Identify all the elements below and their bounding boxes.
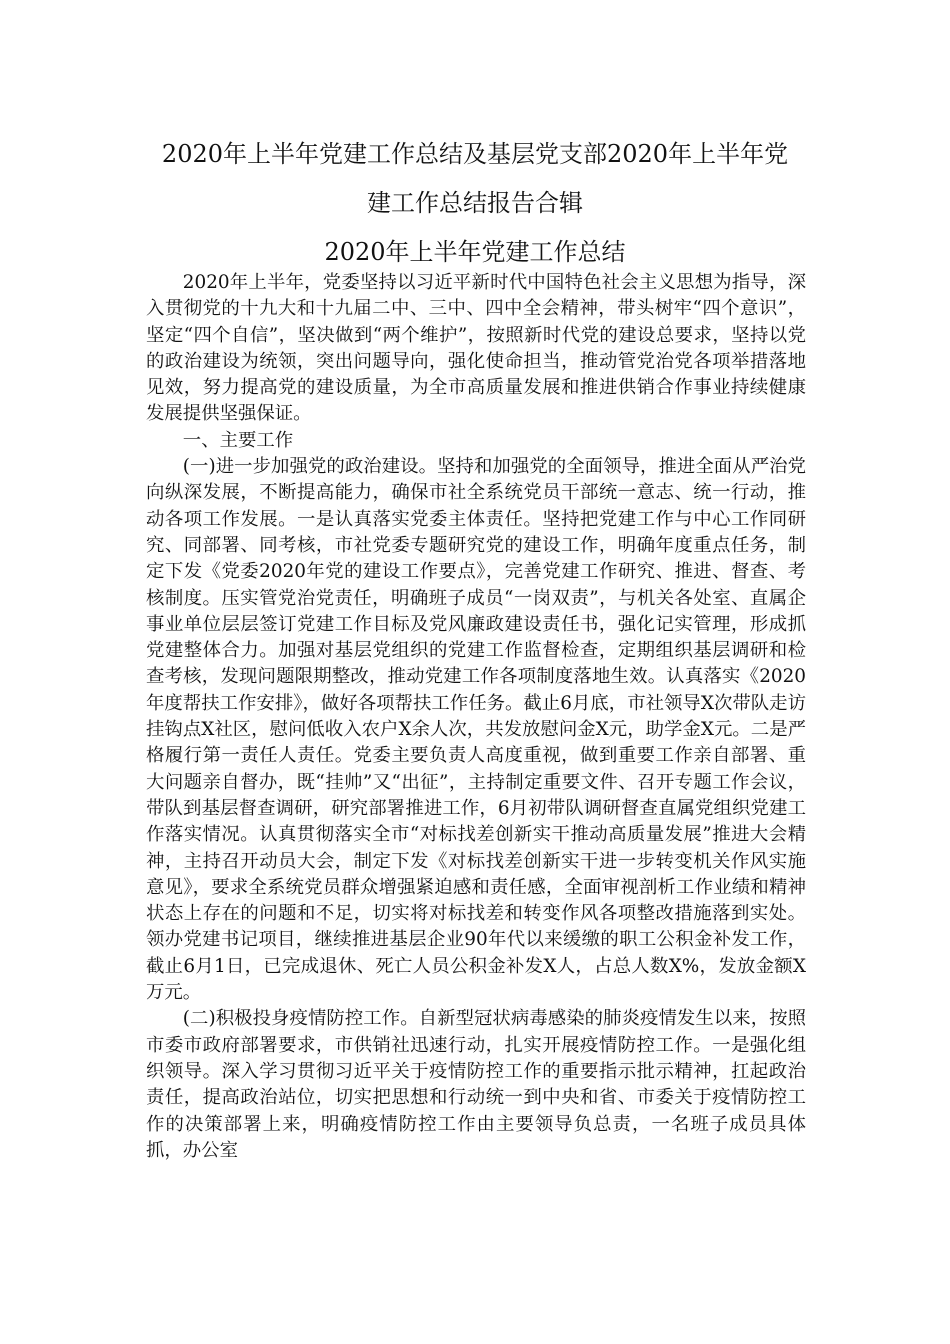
section-subtitle: 2020年上半年党建工作总结 <box>324 238 626 266</box>
document-title-line-1: 2020年上半年党建工作总结及基层党支部2020年上半年党 <box>161 140 789 168</box>
paragraph-epidemic-prevention: (二)积极投身疫情防控工作。自新型冠状病毒感染的肺炎疫情发生以来，按照市委市政府部署要求，市供销社迅速行动，扎实开展疫情防控工作。一是强化组织领导。深入学习贯彻习近平关于疫情防控工作的重要指示批示精神，扛起政治责任，提高政治站位，切实把思想和行动统一到中央和省、市委关于疫情防控工作的决策部署上来，明确疫情防控工作由主要领导负总责，一名班子成员具体抓，办公室 <box>146 1008 806 1161</box>
section-heading-main-work: 一、主要工作 <box>182 429 294 451</box>
document-title-line-2: 建工作总结报告合辑 <box>367 189 583 217</box>
paragraph-intro: 2020年上半年，党委坚持以习近平新时代中国特色社会主义思想为指导，深入贯彻党的十九大和十九届二中、三中、四中全会精神，带头树牢“四个意识”，坚定“四个自信”，坚决做到“两个维护”，按照新时代党的建设总要求，坚持以党的政治建设为统领，突出问题导向，强化使命担当，推动管党治党各项举措落地见效，努力提高党的建设质量，为全市高质量发展和推进供销合作事业持续健康发展提供坚强保证。 <box>146 272 806 425</box>
document-body <box>146 270 806 1164</box>
paragraph-political-construction: (一)进一步加强党的政治建设。坚持和加强党的全面领导，推进全面从严治党向纵深发展，不断提高能力，确保市社全系统党员干部统一意志、统一行动，推动各项工作发展。一是认真落实党委主体责任。坚持把党建工作与中心工作同研究、同部署、同考核，市社党委专题研究党的建设工作，明确年度重点任务，制定下发《党委2020年党的建设工作要点》，完善党建工作研究、推进、督查、考核制度。压实管党治党责任，明确班子成员“一岗双责”，与机关各处室、直属企事业单位层层签订党建工作目标及党风廉政建设责任书，强化记实管理，形成抓党建整体合力。加强对基层党组织的党建工作监督检查，定期组织基层调研和检查考核，发现问题限期整改，推动党建工作各项制度落地生效。认真落实《2020年度帮扶工作安排》，做好各项帮扶工作任务。截止6月底，市社领导X次带队走访挂钩点X社区，慰问低收入农户X余人次，共发放慰问金X元，助学金X元。二是严格履行第一责任人责任。党委主要负责人高度重视，做到重要工作亲自部署、重大问题亲自督办，既“挂帅”又“出征”，主持制定重要文件、召开专题工作会议，带队到基层督查调研，研究部署推进工作，6月初带队调研督查直属党组织党建工作落实情况。认真贯彻落实全市“对标找差创新实干推动高质量发展”推进大会精神，主持召开动员大会，制定下发《对标找差创新实干进一步转变机关作风实施意见》，要求全系统党员群众增强紧迫感和责任感，全面审视剖析工作业绩和精神状态上存在的问题和不足，切实将对标找差和转变作风各项整改措施落到实处。领办党建书记项目，继续推进基层企业90年代以来缓缴的职工公积金补发工作，截止6月1日，已完成退休、死亡人员公积金补发X人，占总人数X%，发放金额X万元。 <box>146 456 806 1004</box>
